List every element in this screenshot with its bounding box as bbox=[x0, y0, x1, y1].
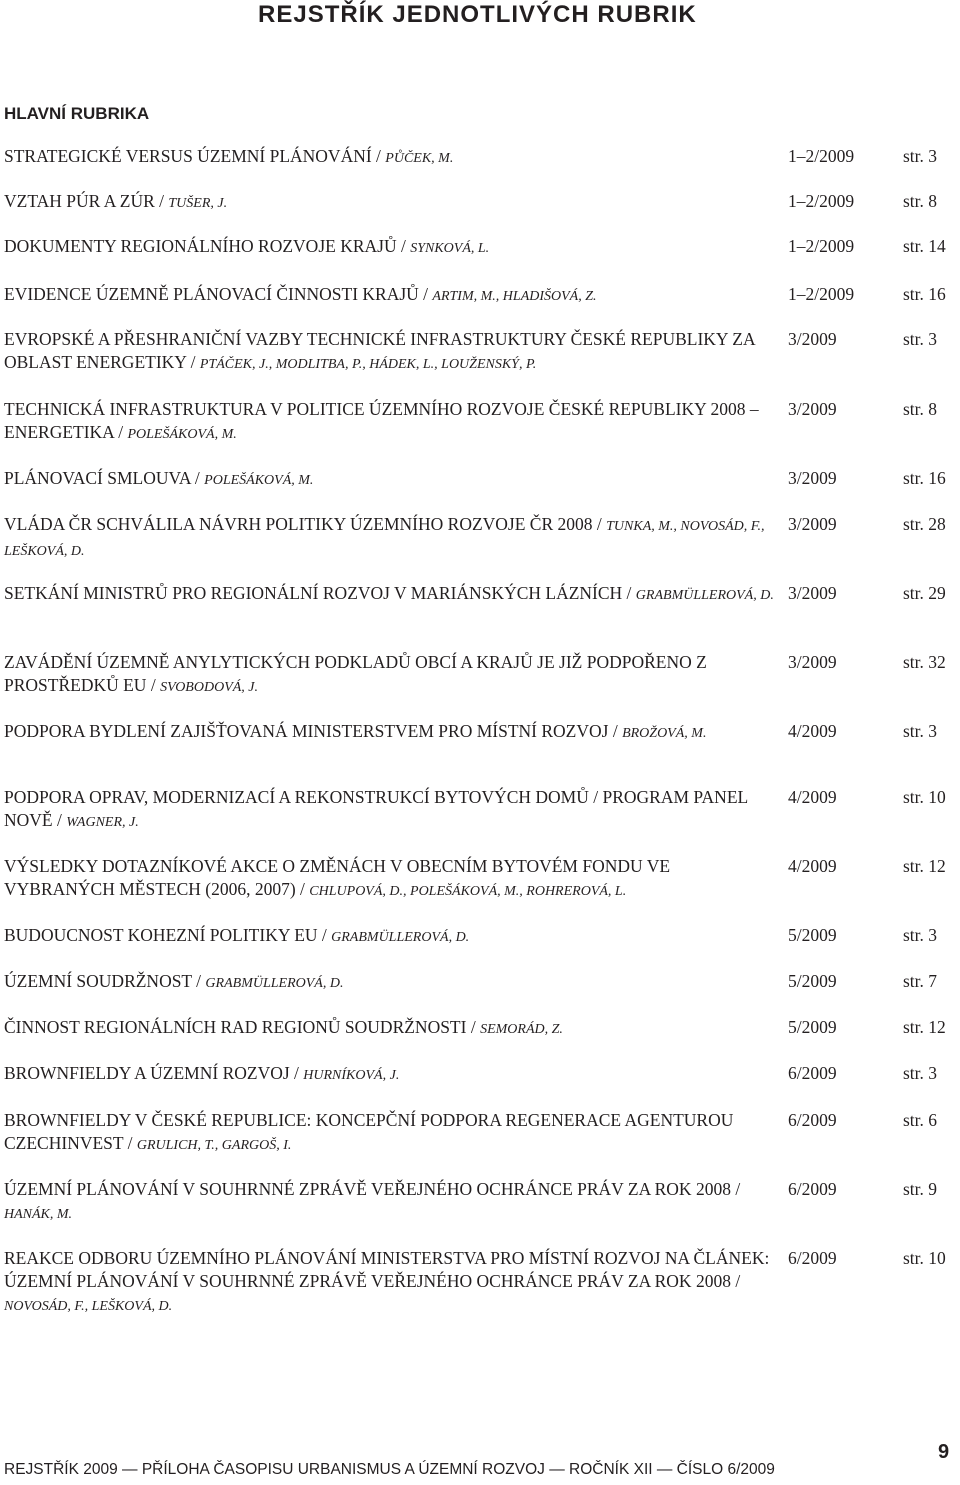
entry-title-text: ZAVÁDĚNÍ ÚZEMNĚ ANYLYTICKÝCH PODKLADŮ OBCÍ A KRAJŮ JE JIŽ PODPOŘENO Z PROSTŘEDKŮ EU / bbox=[4, 652, 707, 695]
entry-page: str. 12 bbox=[903, 856, 946, 876]
entry-title-text: VLÁDA ČR SCHVÁLILA NÁVRH POLITIKY ÚZEMNÍHO ROZVOJE ČR 2008 / bbox=[4, 514, 607, 534]
index-entry bbox=[4, 924, 954, 949]
entry-issue: 3/2009 bbox=[788, 329, 837, 349]
entry-authors: BROŽOVÁ, M. bbox=[622, 726, 707, 741]
entry-authors: CHLUPOVÁ, D., POLEŠÁKOVÁ, M., ROHREROVÁ, L. bbox=[309, 884, 627, 899]
entry-page: str. 16 bbox=[903, 284, 946, 304]
entry-title bbox=[4, 1178, 784, 1226]
entry-title-text: BROWNFIELDY V ČESKÉ REPUBLICE: KONCEPČNÍ PODPORA REGENERACE AGENTUROU CZECHINVEST / bbox=[4, 1110, 734, 1153]
entry-issue: 6/2009 bbox=[788, 1063, 837, 1083]
entry-title-text: BUDOUCNOST KOHEZNÍ POLITIKY EU / bbox=[4, 925, 332, 945]
entry-authors: SYNKOVÁ, L. bbox=[410, 241, 490, 256]
entry-title bbox=[4, 283, 784, 308]
index-entry bbox=[4, 582, 954, 607]
entry-title-text: ČINNOST REGIONÁLNÍCH RAD REGIONŮ SOUDRŽNOSTI / bbox=[4, 1017, 481, 1037]
entry-title bbox=[4, 970, 784, 995]
entry-issue: 6/2009 bbox=[788, 1179, 837, 1199]
index-entry bbox=[4, 145, 954, 170]
entry-title-text: EVROPSKÉ A PŘESHRANIČNÍ VAZBY TECHNICKÉ INFRASTRUKTURY ČESKÉ REPUBLIKY ZA OBLAST ENERGETIKY / bbox=[4, 329, 755, 372]
entry-page: str. 10 bbox=[903, 787, 946, 807]
entry-issue: 4/2009 bbox=[788, 856, 837, 876]
page-number: 9 bbox=[938, 1441, 950, 1463]
entry-issue: 5/2009 bbox=[788, 1017, 837, 1037]
entry-authors: POLEŠÁKOVÁ, M. bbox=[127, 427, 237, 442]
index-entry bbox=[4, 720, 954, 745]
entry-title-text: ÚZEMNÍ PLÁNOVÁNÍ V SOUHRNNÉ ZPRÁVĚ VEŘEJNÉHO OCHRÁNCE PRÁV ZA ROK 2008 / bbox=[4, 1179, 741, 1199]
entry-issue: 6/2009 bbox=[788, 1110, 837, 1130]
entry-title-text: EVIDENCE ÚZEMNĚ PLÁNOVACÍ ČINNOSTI KRAJŮ / bbox=[4, 284, 433, 304]
entry-issue: 5/2009 bbox=[788, 971, 837, 991]
entry-issue: 3/2009 bbox=[788, 583, 837, 603]
entry-title bbox=[4, 651, 784, 699]
entry-issue: 3/2009 bbox=[788, 399, 837, 419]
index-entry bbox=[4, 1062, 954, 1087]
entry-page: str. 3 bbox=[903, 329, 938, 349]
index-entry bbox=[4, 398, 954, 446]
index-entry bbox=[4, 1109, 954, 1157]
entry-title bbox=[4, 786, 784, 834]
index-entry bbox=[4, 1178, 954, 1226]
entry-title bbox=[4, 720, 784, 745]
entry-issue: 3/2009 bbox=[788, 514, 837, 534]
entry-authors: HANÁK, M. bbox=[4, 1207, 73, 1222]
entry-authors: WAGNER, J. bbox=[66, 815, 139, 830]
entry-issue: 1–2/2009 bbox=[788, 191, 855, 211]
entry-title-text: ÚZEMNÍ SOUDRŽNOST / bbox=[4, 971, 206, 991]
entry-page: str. 8 bbox=[903, 399, 938, 419]
index-entry bbox=[4, 786, 954, 834]
entry-authors: GRABMÜLLEROVÁ, D. bbox=[205, 976, 344, 991]
entry-issue: 6/2009 bbox=[788, 1248, 837, 1268]
index-entry bbox=[4, 1247, 954, 1318]
entry-title-text: PODPORA BYDLENÍ ZAJIŠŤOVANÁ MINISTERSTVEM PRO MÍSTNÍ ROZVOJ / bbox=[4, 721, 623, 741]
entry-title bbox=[4, 1109, 784, 1157]
index-entry bbox=[4, 190, 954, 215]
entry-page: str. 8 bbox=[903, 191, 938, 211]
index-entry bbox=[4, 513, 954, 563]
entry-title bbox=[4, 582, 784, 607]
index-entry bbox=[4, 1016, 954, 1041]
entry-title-text: DOKUMENTY REGIONÁLNÍHO ROZVOJE KRAJŮ / bbox=[4, 236, 411, 256]
entry-authors: TUNKA, M., NOVOSÁD, F., LEŠKOVÁ, D. bbox=[4, 519, 765, 559]
entry-authors: NOVOSÁD, F., LEŠKOVÁ, D. bbox=[4, 1299, 173, 1314]
entry-authors: TUŠER, J. bbox=[168, 196, 228, 211]
entry-title bbox=[4, 467, 784, 492]
entry-title-text: VÝSLEDKY DOTAZNÍKOVÉ AKCE O ZMĚNÁCH V OBECNÍM BYTOVÉM FONDU VE VYBRANÝCH MĚSTECH (2006, 2007) / bbox=[4, 856, 671, 899]
section-heading: HLAVNÍ RUBRIKA bbox=[4, 104, 150, 123]
entry-authors: PŮČEK, M. bbox=[385, 151, 454, 166]
page-title: REJSTŘÍK JEDNOTLIVÝCH RUBRIK bbox=[258, 1, 697, 28]
entry-issue: 3/2009 bbox=[788, 468, 837, 488]
entry-authors: GRABMÜLLEROVÁ, D. bbox=[635, 588, 774, 603]
entry-title-text: REAKCE ODBORU ÚZEMNÍHO PLÁNOVÁNÍ MINISTERSTVA PRO MÍSTNÍ ROZVOJ NA ČLÁNEK: ÚZEMNÍ PLÁNOVÁNÍ V SOUHRNNÉ ZPRÁVĚ VEŘEJNÉHO OCHRÁNCE PRÁV ZA ROK 2008 / bbox=[4, 1248, 770, 1291]
entry-page: str. 12 bbox=[903, 1017, 946, 1037]
entry-issue: 1–2/2009 bbox=[788, 236, 855, 256]
entry-title bbox=[4, 145, 784, 170]
entry-issue: 5/2009 bbox=[788, 925, 837, 945]
index-entry bbox=[4, 467, 954, 492]
entry-title bbox=[4, 513, 784, 563]
index-entry bbox=[4, 855, 954, 903]
entry-title-text: STRATEGICKÉ VERSUS ÚZEMNÍ PLÁNOVÁNÍ / bbox=[4, 146, 386, 166]
entry-page: str. 14 bbox=[903, 236, 946, 256]
index-entry bbox=[4, 235, 954, 260]
entry-title-text: SETKÁNÍ MINISTRŮ PRO REGIONÁLNÍ ROZVOJ V MARIÁNSKÝCH LÁZNÍCH / bbox=[4, 583, 636, 603]
entry-page: str. 3 bbox=[903, 1063, 938, 1083]
index-entry bbox=[4, 651, 954, 699]
index-entry bbox=[4, 328, 954, 376]
entry-page: str. 28 bbox=[903, 514, 946, 534]
entry-title bbox=[4, 1016, 784, 1041]
entry-authors: ARTIM, M., HLADIŠOVÁ, Z. bbox=[432, 289, 597, 304]
entry-page: str. 3 bbox=[903, 721, 938, 741]
entry-title-text: VZTAH PÚR A ZÚR / bbox=[4, 191, 169, 211]
entry-title-text: PLÁNOVACÍ SMLOUVA / bbox=[4, 468, 205, 488]
entry-authors: GRABMÜLLEROVÁ, D. bbox=[331, 930, 470, 945]
entry-issue: 1–2/2009 bbox=[788, 146, 855, 166]
index-entry bbox=[4, 283, 954, 308]
entry-issue: 3/2009 bbox=[788, 652, 837, 672]
entry-issue: 4/2009 bbox=[788, 787, 837, 807]
entry-page: str. 9 bbox=[903, 1179, 938, 1199]
entry-title bbox=[4, 855, 784, 903]
footer-text: REJSTŘÍK 2009 — PŘÍLOHA ČASOPISU URBANISMUS A ÚZEMNÍ ROZVOJ — ROČNÍK XII — ČÍSLO 6/2009 bbox=[4, 1461, 775, 1478]
entry-page: str. 16 bbox=[903, 468, 946, 488]
entry-title bbox=[4, 190, 784, 215]
entry-title-text: PODPORA OPRAV, MODERNIZACÍ A REKONSTRUKCÍ BYTOVÝCH DOMŮ / PROGRAM PANEL NOVĚ / bbox=[4, 787, 748, 830]
index-entry bbox=[4, 970, 954, 995]
entry-title bbox=[4, 1062, 784, 1087]
entry-authors: POLEŠÁKOVÁ, M. bbox=[204, 473, 314, 488]
entry-page: str. 6 bbox=[903, 1110, 938, 1130]
entry-title-text: TECHNICKÁ INFRASTRUKTURA V POLITICE ÚZEMNÍHO ROZVOJE ČESKÉ REPUBLIKY 2008 – ENERGETIKA / bbox=[4, 399, 759, 442]
entry-page: str. 7 bbox=[903, 971, 938, 991]
entry-authors: GRULICH, T., GARGOŠ, I. bbox=[136, 1138, 292, 1153]
entry-page: str. 3 bbox=[903, 146, 938, 166]
entry-page: str. 29 bbox=[903, 583, 946, 603]
entry-title bbox=[4, 328, 784, 376]
entry-title bbox=[4, 924, 784, 949]
entry-title bbox=[4, 235, 784, 260]
entry-authors: SVOBODOVÁ, J. bbox=[160, 680, 259, 695]
entry-authors: SEMORÁD, Z. bbox=[480, 1022, 563, 1037]
entry-title bbox=[4, 398, 784, 446]
entry-authors: HURNÍKOVÁ, J. bbox=[303, 1068, 400, 1083]
entry-page: str. 10 bbox=[903, 1248, 946, 1268]
entry-title-text: BROWNFIELDY A ÚZEMNÍ ROZVOJ / bbox=[4, 1063, 304, 1083]
entry-issue: 1–2/2009 bbox=[788, 284, 855, 304]
entry-page: str. 32 bbox=[903, 652, 946, 672]
entry-title bbox=[4, 1247, 784, 1318]
entry-authors: PTÁČEK, J., MODLITBA, P., HÁDEK, L., LOUŽENSKÝ, P. bbox=[199, 357, 537, 372]
entry-page: str. 3 bbox=[903, 925, 938, 945]
entry-issue: 4/2009 bbox=[788, 721, 837, 741]
